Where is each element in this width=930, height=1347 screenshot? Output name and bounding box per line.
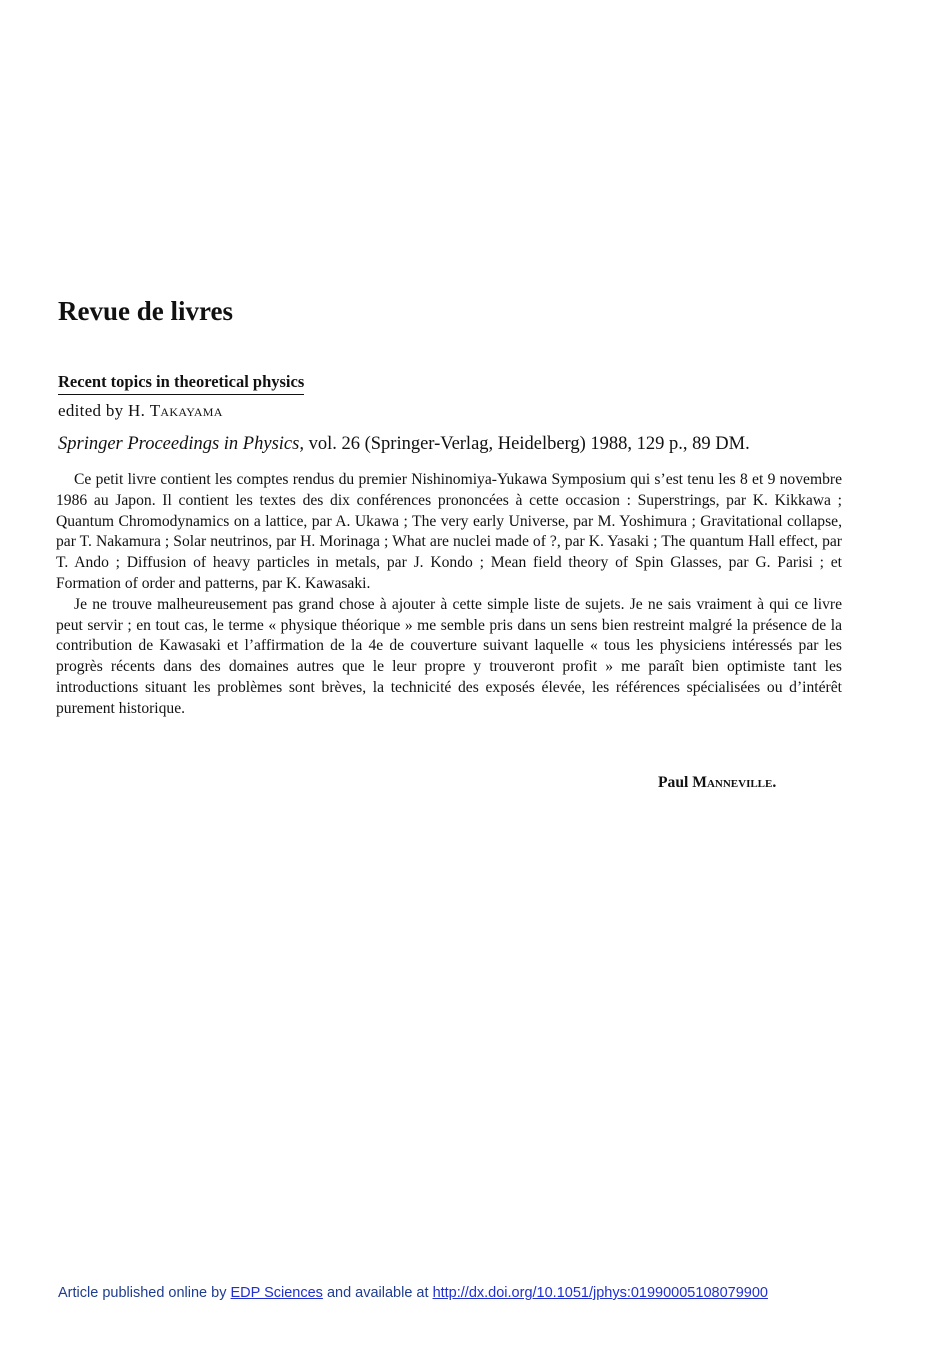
series-name: Springer Proceedings in Physics,	[58, 434, 304, 454]
reviewer-signature	[658, 774, 776, 792]
review-body	[56, 470, 842, 720]
reviewer-first-name: Paul	[658, 774, 693, 791]
editor-line	[58, 401, 223, 421]
footer-notice	[58, 1285, 768, 1301]
review-paragraph-2: Je ne trouve malheureusement pas grand chose à ajouter à cette simple liste de sujets. Je ne sais vraiment à qui ce livre peut servir ; en tout cas, le terme « physique théorique » me semble pris dans un sens bien restreint malgré la présence de la contribution de Kawasaki et l’affirmation de la 4e de couverture suivant laquelle « tous les physiciens intéressés par les progrès récents dans des domaines autres que le leur propre y trouveront profit » me paraît bien optimiste tant les introductions situant les problèmes sont brèves, la technicité des exposés élevée, les références spécialisées ou d’intérêt purement historique.	[56, 595, 842, 717]
section-title: Revue de livres	[58, 296, 233, 326]
doi-link[interactable]: http://dx.doi.org/10.1051/jphys:01990005108079900	[432, 1285, 768, 1301]
editor-prefix: edited by H.	[58, 401, 150, 420]
footer-prefix: Article published online by	[58, 1285, 231, 1301]
publication-details: vol. 26 (Springer-Verlag, Heidelberg) 1988, 129 p., 89 DM.	[303, 434, 750, 454]
reviewer-last-name: Manneville.	[692, 774, 777, 791]
edp-sciences-link[interactable]: EDP Sciences	[230, 1285, 323, 1301]
publication-line	[58, 434, 750, 455]
review-paragraph-1: Ce petit livre contient les comptes rendus du premier Nishinomiya-Yukawa Symposium qui s’est tenu les 8 et 9 novembre 1986 au Japon. Il contient les textes des dix conférences prononcées à cette occasion : Superstrings, par K. Kikkawa ; Quantum Chromodynamics on a lattice, par A. Ukawa ; The very early Universe, par M. Yoshimura ; Gravitational collapse, par T. Nakamura ; Solar neutrinos, par H. Morinaga ; What are nuclei made of ?, par K. Yasaki ; The quantum Hall effect, par T. Ando ; Diffusion of heavy particles in metals, par J. Kondo ; Mean field theory of Spin Glasses, par G. Parisi ; et Formation of order and patterns, par K. Kawasaki.	[56, 471, 842, 592]
book-title: Recent topics in theoretical physics	[58, 372, 304, 395]
footer-middle: and available at	[322, 1285, 433, 1301]
editor-name: Takayama	[149, 401, 223, 420]
